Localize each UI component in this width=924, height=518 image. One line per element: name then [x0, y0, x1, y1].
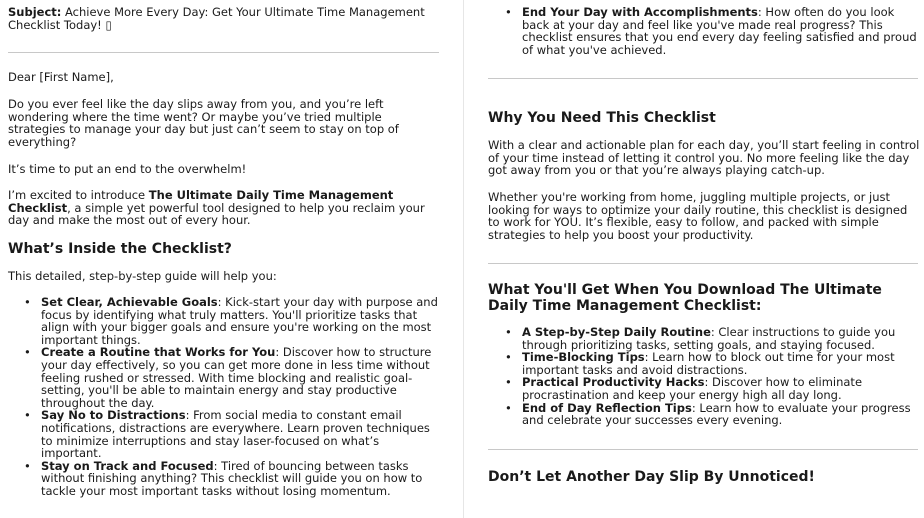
list-item	[8, 296, 440, 346]
why-paragraph-1: With a clear and actionable plan for each day, you’ll start feeling in control of your time instead of letting it control you. No more feeling like the day got away from you or that you’re always playing catch-up.	[488, 138, 920, 178]
list-item-title: Stay on Track and Focused	[41, 458, 214, 473]
greeting: Dear [First Name],	[8, 70, 114, 84]
subject-label: Subject:	[8, 5, 62, 19]
list-item-text: : Tired of bouncing between tasks without finishing anything? This checklist will guide you on how to tackle your most important tasks without losing momentum.	[41, 458, 423, 498]
list-item	[8, 346, 440, 409]
why-heading: Why You Need This Checklist	[488, 110, 716, 126]
list-item-text: : Learn how to evaluate your progress and celebrate your successes every evening.	[522, 400, 911, 428]
why-paragraph-2: Whether you're working from home, juggling multiple projects, or just looking for ways to optimize your daily routine, this checklist is designed to work for YOU. It’s flexible, easy to follow, and packed with simple strategies to help you boost your productivity.	[488, 190, 908, 242]
list-item-title: End Your Day with Accomplishments	[522, 5, 758, 19]
list-item	[8, 409, 440, 459]
inside-lead: This detailed, step-by-step guide will help you:	[8, 269, 277, 283]
introduce-pre: I’m excited to introduce	[8, 188, 149, 202]
section-divider	[488, 449, 918, 450]
list-item	[488, 326, 920, 351]
list-item-text: : Discover how to structure your day effectively, so you can get more done in less time without feeling rushed or stressed. With time blocking and realistic goal-setting, you'll be able to maintain energy and stay productive throughout the day.	[41, 345, 432, 410]
inside-heading: What’s Inside the Checklist?	[8, 241, 232, 257]
checklist-name: The Ultimate Daily Time Management Checklist	[8, 188, 394, 215]
section-divider	[488, 78, 918, 79]
list-item-text: : How often do you look back at your day and feel like you've made real progress? This checklist ensures that you end every day feeling satisfied and proud of what you've achieved.	[522, 5, 917, 57]
get-heading: What You'll Get When You Download The Ultimate Daily Time Management Checklist:	[488, 282, 882, 314]
list-item-title: Say No to Distractions	[41, 408, 186, 423]
list-item-text: : Learn how to block out time for your most important tasks and avoid distractions.	[522, 350, 895, 377]
inside-list-continued	[488, 6, 920, 56]
list-item-text: : Kick-start your day with purpose and focus by identifying what truly matters. You'll prioritize tasks that align with your bigger goals and ensure you're working on the most important things.	[41, 295, 438, 347]
inside-list	[8, 296, 440, 498]
column-divider	[463, 0, 464, 518]
get-list	[488, 326, 920, 427]
list-item-text: : Clear instructions to guide you through prioritizing tasks, setting goals, and staying focused.	[522, 325, 896, 352]
list-item	[8, 460, 440, 498]
list-item-title: A Step-by-Step Daily Routine	[522, 325, 711, 339]
list-item	[488, 376, 920, 401]
list-item-title: Set Clear, Achievable Goals	[41, 295, 218, 309]
list-item-title: End of Day Reflection Tips	[522, 400, 692, 415]
subject-line	[8, 6, 440, 31]
list-item-title: Practical Productivity Hacks	[522, 375, 705, 390]
list-item	[488, 402, 920, 427]
introduce-paragraph	[8, 189, 440, 227]
list-item	[488, 351, 920, 376]
list-item-title: Create a Routine that Works for You	[41, 345, 276, 360]
list-item-title: Time-Blocking Tips	[522, 350, 645, 365]
intro-paragraph: Do you ever feel like the day slips away from you, and you’re left wondering where the time went? Or maybe you’ve tried multiple strategies to manage your day but just can’t seem to stay on top of everything?	[8, 97, 399, 149]
end-overwhelm-paragraph: It’s time to put an end to the overwhelm!	[8, 162, 247, 176]
final-heading: Don’t Let Another Day Slip By Unnoticed!	[488, 469, 815, 485]
section-divider	[488, 263, 918, 264]
section-divider	[8, 52, 439, 53]
list-item	[488, 6, 920, 56]
introduce-post: , a simple yet powerful tool designed to help you reclaim your day and make the most out of every hour.	[8, 200, 425, 228]
list-item-text: : From social media to constant email notifications, distractions are everywhere. Learn proven techniques to minimize interruptions and stay laser-focused on what’s important.	[41, 408, 430, 461]
subject-text: Achieve More Every Day: Get Your Ultimate Time Management Checklist Today! ▯	[8, 5, 425, 32]
list-item-text: : Discover how to eliminate procrastination and keep your energy high all day long.	[522, 375, 863, 402]
